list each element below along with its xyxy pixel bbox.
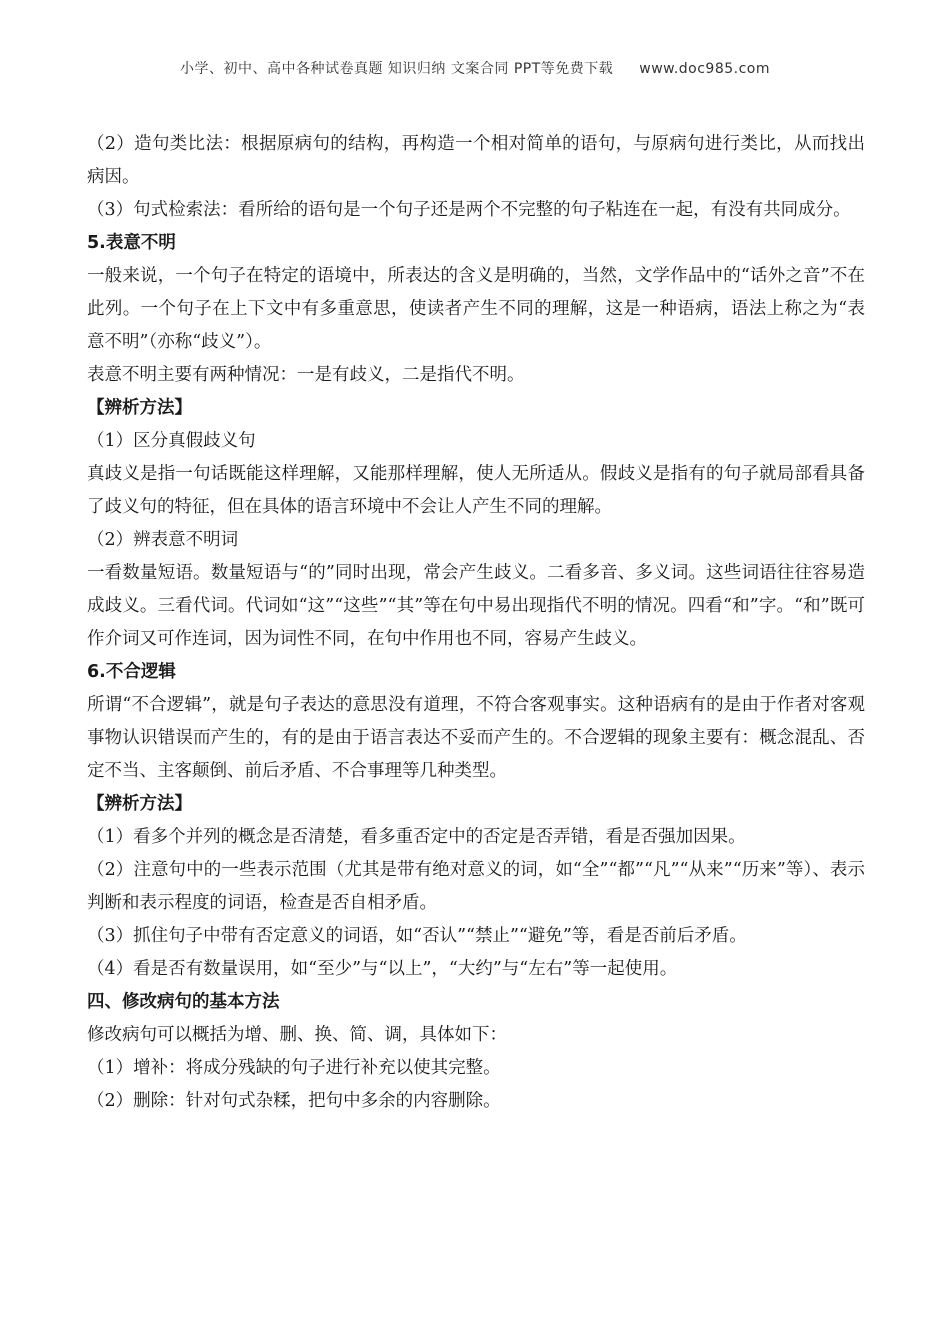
paragraph: （4）看是否有数量误用，如“至少”与“以上”，“大约”与“左右”等一起使用。 — [87, 959, 678, 979]
paragraph: （1）看多个并列的概念是否清楚，看多重否定中的否定是否弄错，看是否强加因果。 — [87, 827, 746, 847]
paragraph: 表意不明主要有两种情况：一是有歧义，二是指代不明。 — [87, 365, 525, 385]
section-heading: 【辨析方法】 — [87, 398, 192, 418]
document-body — [87, 128, 865, 1118]
header-text: 小学、初中、高中各种试卷真题 知识归纳 文案合同 PPT等免费下载 — [179, 61, 614, 77]
paragraph: （1）增补：将成分残缺的句子进行补充以使其完整。 — [87, 1058, 501, 1078]
paragraph: （2）注意句中的一些表示范围（尤其是带有绝对意义的词，如“全”“都”“凡”“从来”“历来”等）、表示判断和表示程度的词语，检查是否自相矛盾。 — [87, 860, 865, 913]
paragraph: （3）抓住句子中带有否定意义的词语，如“否认”“禁止”“避免”等，看是否前后矛盾。 — [87, 926, 747, 946]
paragraph: （1）区分真假歧义句 — [87, 431, 256, 451]
header-site-link[interactable]: www.doc985.com — [639, 61, 771, 77]
paragraph: 所谓“不合逻辑”，就是句子表达的意思没有道理，不符合客观事实。这种语病有的是由于作者对客观事物认识错误而产生的，有的是由于语言表达不妥而产生的。不合逻辑的现象主要有：概念混乱、否定不当、主客颠倒、前后矛盾、不合事理等几种类型。 — [87, 695, 865, 781]
paragraph: 真歧义是指一句话既能这样理解，又能那样理解，使人无所适从。假歧义是指有的句子就局部看具备了歧义句的特征，但在具体的语言环境中不会让人产生不同的理解。 — [87, 464, 865, 517]
section-heading: 5.表意不明 — [87, 233, 176, 253]
paragraph: （2）删除：针对句式杂糅，把句中多余的内容删除。 — [87, 1091, 501, 1111]
section-heading: 6.不合逻辑 — [87, 662, 176, 682]
page-header — [0, 58, 950, 78]
paragraph: 一般来说，一个句子在特定的语境中，所表达的含义是明确的，当然，文学作品中的“话外之音”不在此列。一个句子在上下文中有多重意思，使读者产生不同的理解，这是一种语病，语法上称之为“表意不明”（亦称“歧义”）。 — [87, 266, 865, 352]
paragraph: 修改病句可以概括为增、删、换、简、调，具体如下： — [87, 1025, 507, 1045]
paragraph: 一看数量短语。数量短语与“的”同时出现，常会产生歧义。二看多音、多义词。这些词语往往容易造成歧义。三看代词。代词如“这”“这些”“其”等在句中易出现指代不明的情况。四看“和”字。“和”既可作介词又可作连词，因为词性不同，在句中作用也不同，容易产生歧义。 — [87, 563, 865, 649]
paragraph: （3）句式检索法：看所给的语句是一个句子还是两个不完整的句子粘连在一起，有没有共同成分。 — [87, 200, 851, 220]
section-heading: 【辨析方法】 — [87, 794, 192, 814]
paragraph: （2）造句类比法：根据原病句的结构，再构造一个相对简单的语句，与原病句进行类比，从而找出病因。 — [87, 134, 865, 187]
section-heading: 四、修改病句的基本方法 — [87, 992, 280, 1012]
paragraph: （2）辨表意不明词 — [87, 530, 239, 550]
